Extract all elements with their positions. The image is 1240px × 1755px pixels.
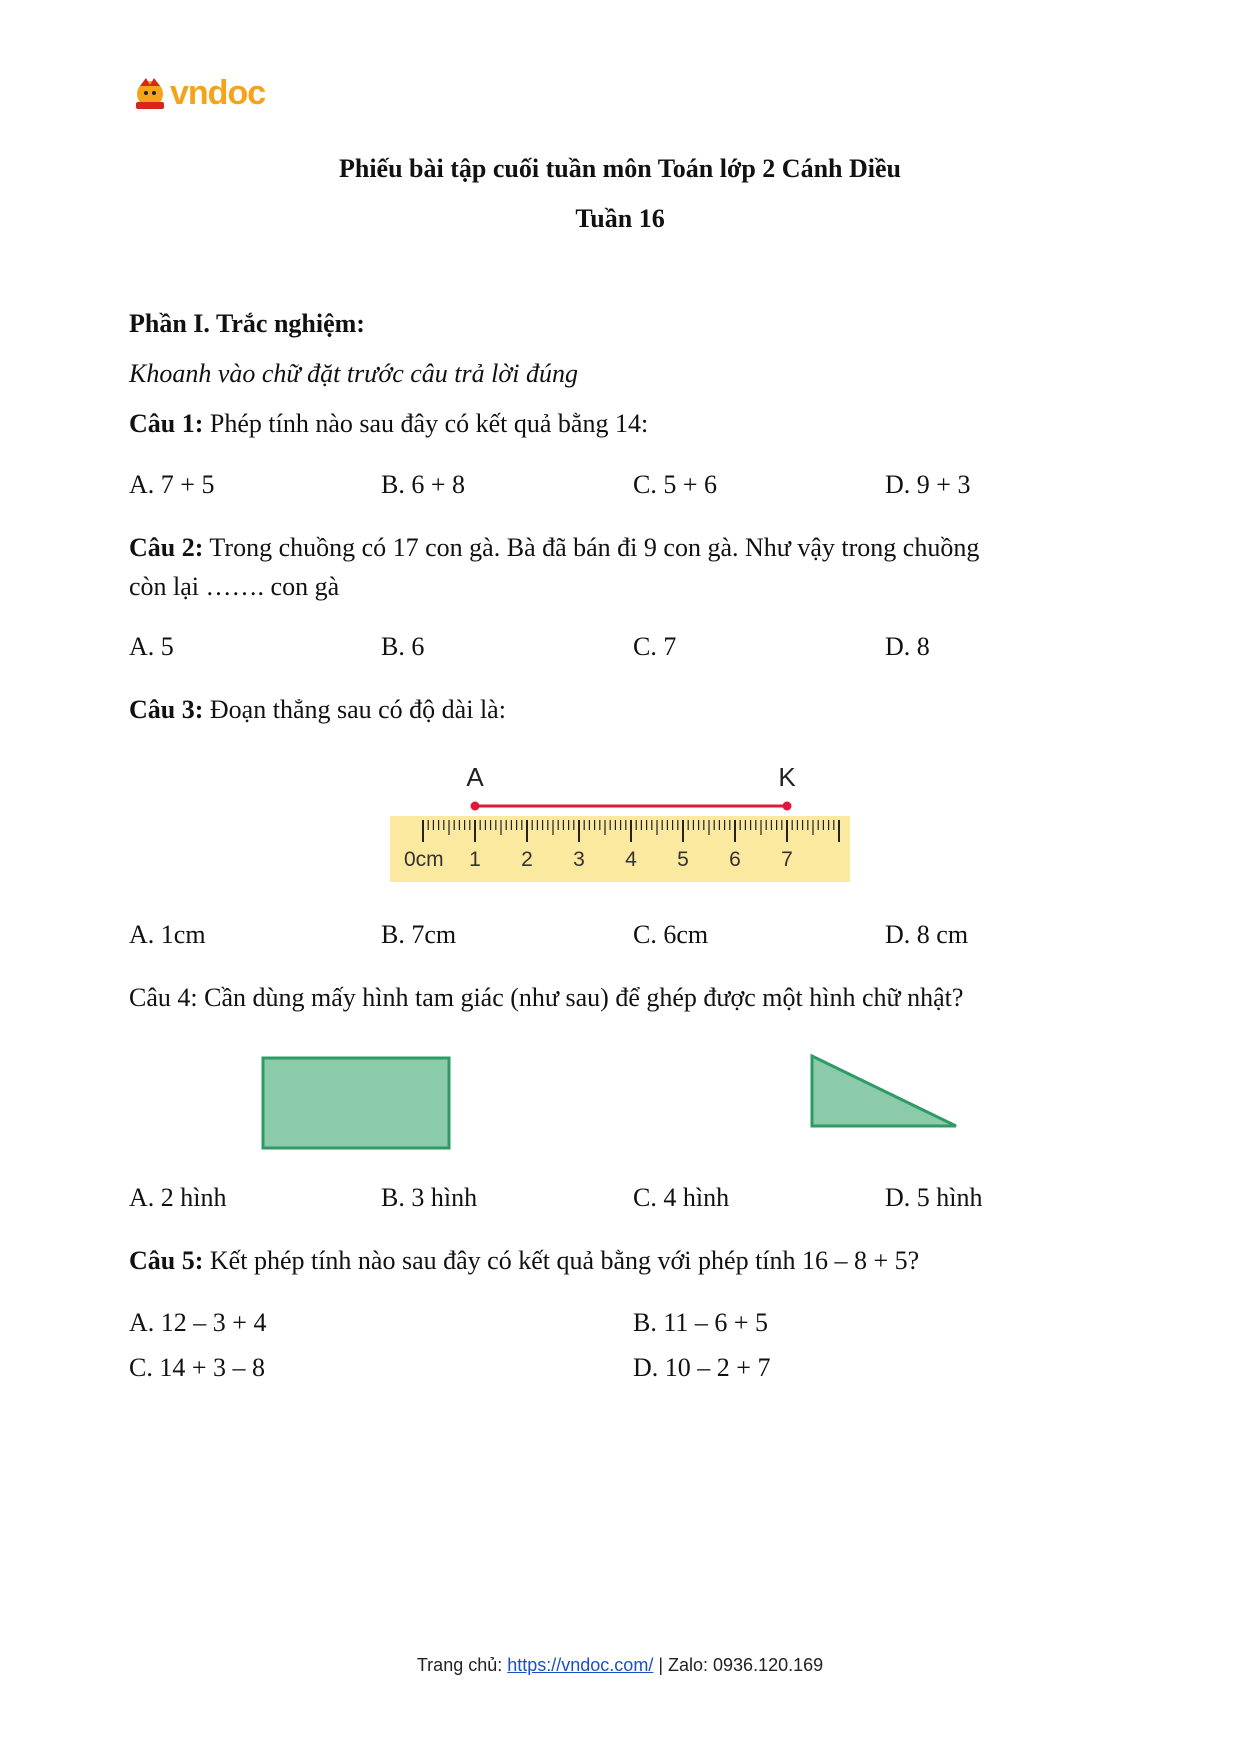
q4-option-a[interactable]: A. 2 hình — [129, 1183, 227, 1212]
footer-suffix: | Zalo: 0936.120.169 — [653, 1655, 824, 1675]
page-title: Phiếu bài tập cuối tuần môn Toán lớp 2 Cánh Diều — [338, 154, 901, 183]
question-text: Kết phép tính nào sau đây có kết quả bằng với phép tính 16 – 8 + 5? — [203, 1246, 920, 1275]
q1-option-a[interactable]: A. 7 + 5 — [129, 470, 215, 499]
question-text: Trong chuồng có 17 con gà. Bà đã bán đi 9 con gà. Như vậy trong chuồng — [203, 533, 980, 562]
ruler-number: 3 — [573, 848, 585, 871]
q2-option-a[interactable]: A. 5 — [129, 632, 174, 661]
ruler-number: 5 — [677, 848, 689, 871]
right-triangle — [812, 1056, 956, 1126]
q2-option-b[interactable]: B. 6 — [381, 632, 425, 661]
point-k-dot — [783, 802, 792, 811]
q5-option-c[interactable]: C. 14 + 3 – 8 — [129, 1353, 266, 1382]
q3-option-c[interactable]: C. 6cm — [633, 920, 709, 949]
q4-option-b[interactable]: B. 3 hình — [381, 1183, 478, 1212]
q2-option-d[interactable]: D. 8 — [885, 632, 930, 661]
point-a-label: A — [466, 762, 484, 792]
q3-option-b[interactable]: B. 7cm — [381, 920, 457, 949]
question-2-line2: còn lại ……. con gà — [129, 572, 340, 601]
q1-option-c[interactable]: C. 5 + 6 — [633, 470, 718, 499]
rectangle — [263, 1058, 449, 1148]
section-instruction: Khoanh vào chữ đặt trước câu trả lời đúng — [129, 359, 578, 388]
footer-link[interactable]: https://vndoc.com/ — [507, 1655, 654, 1675]
question-5 — [129, 1243, 919, 1279]
q3-option-a[interactable]: A. 1cm — [129, 920, 206, 949]
vndoc-logo — [132, 74, 302, 116]
question-label: Câu 2: — [129, 533, 204, 562]
triangle-shape — [802, 1050, 962, 1132]
q5-option-b[interactable]: B. 11 – 6 + 5 — [633, 1308, 769, 1337]
q4-option-c[interactable]: C. 4 hình — [633, 1183, 730, 1212]
logo-text: vndoc — [170, 74, 266, 112]
q5-option-d[interactable]: D. 10 – 2 + 7 — [633, 1353, 771, 1382]
point-a-dot — [471, 802, 480, 811]
ruler-number: 1 — [469, 848, 481, 871]
point-k-label: K — [778, 762, 796, 792]
ruler-number: 6 — [729, 848, 741, 871]
section-heading: Phần I. Trắc nghiệm: — [129, 309, 365, 338]
rectangle-shape — [255, 1050, 455, 1152]
question-4: Câu 4: Cần dùng mấy hình tam giác (như sau) để ghép được một hình chữ nhật? — [129, 983, 964, 1012]
question-label: Câu 3: — [129, 695, 204, 724]
q4-option-d[interactable]: D. 5 hình — [885, 1183, 983, 1212]
ruler-number: 7 — [781, 848, 793, 871]
ruler-unit-label: 0cm — [404, 848, 444, 871]
q1-option-d[interactable]: D. 9 + 3 — [885, 470, 971, 499]
question-text: Phép tính nào sau đây có kết quả bằng 14: — [203, 409, 649, 438]
page-subtitle: Tuần 16 — [575, 204, 665, 233]
ruler-figure — [388, 754, 852, 884]
q3-option-d[interactable]: D. 8 cm — [885, 920, 969, 949]
question-1 — [129, 406, 648, 442]
question-label: Câu 1: — [129, 409, 204, 438]
ruler-number: 2 — [521, 848, 533, 871]
q1-option-b[interactable]: B. 6 + 8 — [381, 470, 466, 499]
q2-option-c[interactable]: C. 7 — [633, 632, 677, 661]
footer-prefix: Trang chủ: — [416, 1655, 508, 1675]
question-text: Đoạn thẳng sau có độ dài là: — [203, 695, 506, 724]
footer — [0, 1655, 1240, 1676]
question-2 — [129, 530, 1119, 566]
q5-option-a[interactable]: A. 12 – 3 + 4 — [129, 1308, 267, 1337]
question-label: Câu 5: — [129, 1246, 204, 1275]
mascot-icon — [132, 76, 168, 112]
question-3 — [129, 692, 506, 728]
ruler-number: 4 — [625, 848, 637, 871]
